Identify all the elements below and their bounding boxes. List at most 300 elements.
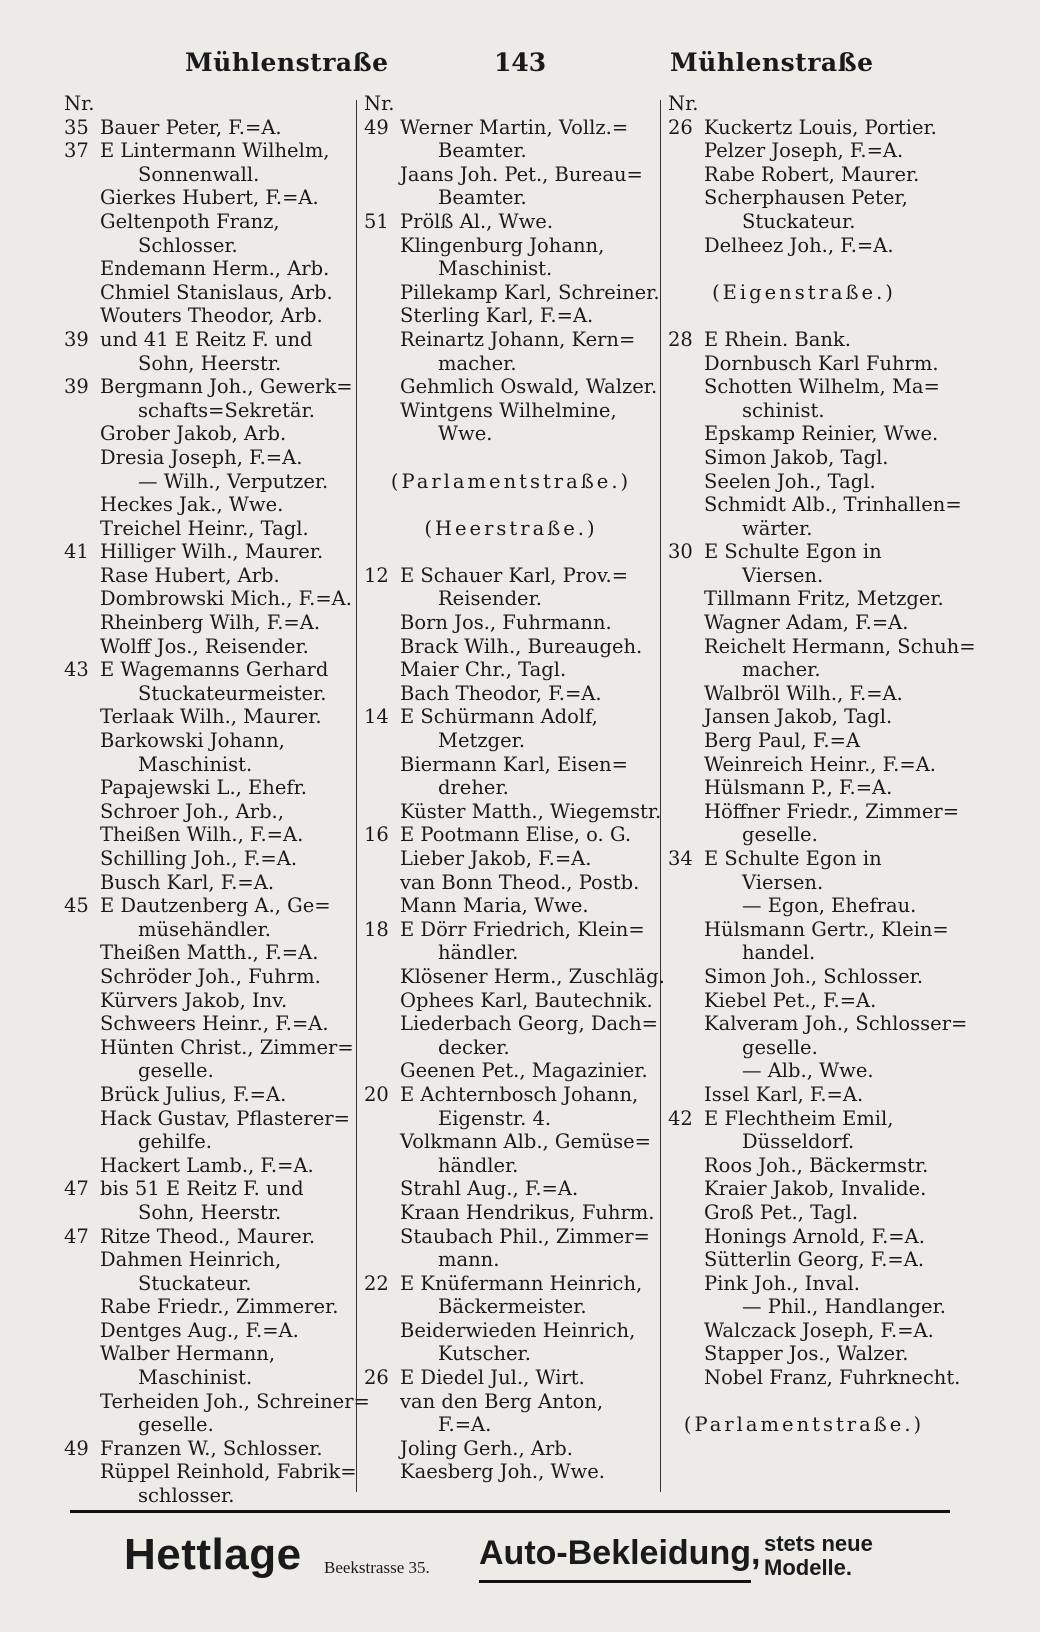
directory-entry [64, 658, 354, 682]
directory-entry [668, 1225, 940, 1249]
entry-text: Barkowski Johann, [100, 729, 285, 753]
directory-entry [64, 682, 354, 706]
entry-text: Bauer Peter, F.=A. [100, 115, 282, 139]
entry-text: Jaans Joh. Pet., Bureau= [400, 162, 643, 186]
directory-entry [364, 658, 658, 682]
directory-entry [364, 1390, 658, 1414]
directory-entry [668, 823, 940, 847]
entry-text: Gehmlich Oswald, Walzer. [400, 375, 658, 399]
street-section-heading [668, 1413, 940, 1437]
entry-text: Stapper Jos., Walzer. [704, 1342, 909, 1366]
directory-entry [64, 163, 354, 187]
directory-entry [64, 210, 354, 234]
directory-entry [364, 682, 658, 706]
directory-entry [64, 918, 354, 942]
directory-entry [64, 1130, 354, 1154]
entry-text: müsehändler. [138, 917, 271, 941]
entry-text: Sonnenwall. [138, 162, 260, 186]
entry-text: Hackert Lamb., F.=A. [100, 1153, 314, 1177]
directory-entry [668, 422, 940, 446]
house-number: 20 [364, 1082, 389, 1106]
entry-text: Busch Karl, F.=A. [100, 870, 275, 894]
directory-entry [668, 658, 940, 682]
directory-entry [64, 1366, 354, 1390]
directory-entry [64, 705, 354, 729]
directory-entry [64, 1107, 354, 1131]
directory-entry [64, 1225, 354, 1249]
ad-tagline-1: stets neue [764, 1531, 873, 1556]
entry-text: geselle. [742, 1035, 818, 1059]
entry-text: E Schauer Karl, Prov.= [400, 563, 629, 587]
directory-entry [668, 965, 940, 989]
directory-entry [364, 918, 658, 942]
directory-entry [64, 847, 354, 871]
house-number: 47 [64, 1177, 89, 1201]
directory-entry [364, 257, 658, 281]
directory-entry [668, 446, 940, 470]
entry-text: Endemann Herm., Arb. [100, 257, 330, 281]
entry-text: Maschinist. [138, 752, 253, 776]
directory-entry [364, 776, 658, 800]
entry-text: Reisender. [438, 587, 542, 611]
entry-text: händler. [438, 941, 519, 965]
street-section-heading [364, 470, 658, 494]
directory-entry [364, 847, 658, 871]
directory-entry [64, 1154, 354, 1178]
directory-entry [668, 705, 940, 729]
directory-entry [64, 328, 354, 352]
entry-text: E Flechtheim Emil, [704, 1106, 894, 1130]
spacer [668, 257, 940, 281]
entry-text: E Rhein. Bank. [704, 327, 851, 351]
directory-entry [64, 871, 354, 895]
directory-entry [64, 1389, 370, 1414]
entry-text: E Knüfermann Heinrich, [400, 1271, 643, 1295]
directory-entry [64, 1460, 357, 1484]
entry-text: geselle. [138, 1413, 214, 1437]
footer-rule [70, 1510, 950, 1513]
ad-tagline-2: Modelle. [764, 1555, 853, 1580]
ad-address: Beekstrasse 35. [324, 1558, 430, 1577]
directory-entry [364, 1154, 658, 1178]
directory-entry [364, 1342, 658, 1366]
spacer [364, 540, 658, 564]
entry-text: Liederbach Georg, Dach= [400, 1012, 658, 1036]
house-number: 43 [64, 658, 89, 682]
directory-entry [64, 1083, 354, 1107]
advertisement [124, 1522, 954, 1602]
directory-entry [64, 92, 354, 116]
directory-entry [668, 470, 940, 494]
directory-entry [668, 399, 940, 423]
entry-text: Hülsmann P., F.=A. [704, 776, 893, 800]
entry-text: Kuckertz Louis, Portier. [704, 115, 937, 139]
directory-entry [668, 989, 940, 1013]
entry-text: Wwe. [438, 422, 493, 446]
directory-entry [668, 634, 976, 659]
entry-text: Kraan Hendrikus, Fuhrm. [400, 1200, 655, 1224]
house-number: 22 [364, 1271, 389, 1295]
directory-entry [364, 989, 658, 1013]
directory-entry [668, 1177, 940, 1201]
entry-text: Roos Joh., Bäckermstr. [704, 1153, 929, 1177]
entry-text: geselle. [138, 1059, 214, 1083]
spacer [668, 1390, 940, 1414]
directory-entry [668, 1366, 961, 1390]
entry-text: Terlaak Wilh., Maurer. [100, 705, 322, 729]
entry-text: Grober Jakob, Arb. [100, 422, 287, 446]
directory-entry [64, 1059, 354, 1083]
house-number: 26 [668, 115, 693, 139]
entry-text: Staubach Phil., Zimmer= [400, 1224, 650, 1248]
entry-text: Viersen. [742, 870, 824, 894]
house-number: 28 [668, 327, 693, 351]
entry-text: Wagner Adam, F.=A. [704, 611, 909, 635]
directory-entry [64, 446, 354, 470]
entry-text: macher. [438, 351, 517, 375]
entry-text: Epskamp Reinier, Wwe. [704, 422, 939, 446]
entry-text: E Achternbosch Johann, [400, 1082, 639, 1106]
house-number: 26 [364, 1366, 389, 1390]
directory-entry [364, 587, 658, 611]
entry-text: Delheez Joh., F.=A. [704, 233, 894, 257]
ad-tagline [764, 1532, 873, 1580]
entry-text: Simon Joh., Schlosser. [704, 964, 924, 988]
entry-text: Werner Martin, Vollz.= [400, 115, 629, 139]
directory-entry [668, 847, 940, 871]
directory-entry [64, 635, 354, 659]
directory-entry [364, 328, 658, 352]
directory-entry [64, 281, 354, 305]
directory-entry [64, 1342, 354, 1366]
entry-text: Mann Maria, Wwe. [400, 894, 589, 918]
house-number: Nr. [364, 92, 395, 115]
entry-text: Kaesberg Joh., Wwe. [400, 1460, 605, 1484]
entry-text: Schröder Joh., Fuhrm. [100, 964, 321, 988]
entry-text: Beamter. [438, 139, 527, 163]
entry-text: Chmiel Stanislaus, Arb. [100, 280, 333, 304]
street-section-heading [668, 281, 940, 305]
directory-entry [64, 1177, 354, 1201]
directory-entry [64, 116, 354, 140]
house-number: 14 [364, 705, 389, 729]
directory-entry [364, 564, 658, 588]
house-number: 16 [364, 823, 389, 847]
directory-entry [364, 352, 658, 376]
entry-text: Walber Hermann, [100, 1342, 276, 1366]
entry-text: händler. [438, 1153, 519, 1177]
directory-entry [668, 1272, 940, 1296]
entry-text: E Schürmann Adolf, [400, 705, 598, 729]
entry-text: Sohn, Heerstr. [138, 351, 282, 375]
entry-text: bis 51 E Reitz F. und [100, 1177, 304, 1201]
entry-text: Theißen Wilh., F.=A. [100, 823, 304, 847]
column-divider [356, 100, 357, 1492]
entry-text: Franzen W., Schlosser. [100, 1436, 323, 1460]
directory-entry [668, 163, 940, 187]
directory-entry [364, 139, 658, 163]
entry-text: Dentges Aug., F.=A. [100, 1318, 299, 1342]
directory-entry [364, 1460, 658, 1484]
directory-entry [668, 1342, 940, 1366]
entry-text: E Schulte Egon in [704, 847, 882, 870]
entry-text: Geenen Pet., Magazinier. [400, 1059, 648, 1083]
entry-text: Papajewski L., Ehefr. [100, 776, 307, 800]
directory-entry [364, 871, 658, 895]
entry-text: Hülsmann Gertr., Klein= [704, 917, 949, 941]
entry-text: Wintgens Wilhelmine, [400, 398, 617, 422]
entry-text: Dresia Joseph, F.=A. [100, 445, 303, 469]
entry-text: Rheinberg Wilh, F.=A. [100, 611, 321, 635]
entry-text: Issel Karl, F.=A. [704, 1082, 864, 1106]
entry-text: Tillmann Fritz, Metzger. [704, 587, 944, 611]
directory-entry [64, 257, 354, 281]
entry-text: geselle. [742, 823, 818, 847]
page-header [0, 48, 1040, 88]
directory-entry [64, 587, 354, 611]
directory-entry [364, 234, 658, 258]
directory-entry [364, 729, 658, 753]
entry-text: Maschinist. [438, 257, 553, 281]
entry-text: Maier Chr., Tagl. [400, 658, 567, 682]
directory-entry [64, 776, 354, 800]
directory-entry [364, 304, 658, 328]
header-street-left: Mühlenstraße [185, 48, 389, 77]
directory-entry [364, 116, 658, 140]
directory-entry [668, 1248, 940, 1272]
entry-text: Simon Jakob, Tagl. [704, 445, 889, 469]
section-label: (Eigenstraße.) [712, 280, 896, 304]
entry-text: Brück Julius, F.=A. [100, 1082, 287, 1106]
directory-entry [364, 375, 658, 399]
entry-text: Viersen. [742, 563, 824, 587]
directory-entry [364, 163, 658, 187]
directory-entry [668, 1059, 940, 1083]
directory-entry [668, 493, 962, 517]
directory-entry [364, 1107, 658, 1131]
entry-text: Hack Gustav, Pflasterer= [100, 1106, 350, 1130]
entry-text: Lieber Jakob, F.=A. [400, 847, 592, 870]
entry-text: Volkmann Alb., Gemüse= [400, 1130, 651, 1154]
directory-entry [668, 139, 940, 163]
entry-text: Hünten Christ., Zimmer= [100, 1035, 354, 1059]
directory-entry [64, 1036, 354, 1060]
directory-entry [64, 1319, 354, 1343]
entry-text: Dahmen Heinrich, [100, 1248, 282, 1272]
entry-text: van Bonn Theod., Postb. [400, 870, 640, 894]
directory-entry [364, 399, 658, 423]
entry-text: Dombrowski Mich., F.=A. [100, 587, 352, 611]
house-number: 34 [668, 847, 693, 870]
entry-text: macher. [742, 658, 821, 682]
entry-text: Reinartz Johann, Kern= [400, 327, 636, 351]
directory-entry [64, 1012, 354, 1036]
directory-entry [64, 139, 354, 163]
entry-text: Joling Gerh., Arb. [400, 1436, 573, 1460]
directory-entry [668, 92, 940, 116]
directory-entry [364, 753, 658, 777]
entry-text: schafts=Sekretär. [138, 398, 315, 422]
entry-text: E Dörr Friedrich, Klein= [400, 917, 645, 941]
ad-brand: Hettlage [124, 1530, 302, 1579]
entry-text: Kutscher. [438, 1342, 531, 1366]
directory-entry [64, 1272, 354, 1296]
house-number: 30 [668, 540, 693, 564]
directory-entry [364, 941, 658, 965]
directory-entry [364, 1248, 658, 1272]
entry-text: Pink Joh., Inval. [704, 1271, 860, 1295]
house-number: 41 [64, 540, 89, 564]
house-number: Nr. [668, 92, 699, 115]
directory-entry [364, 1201, 658, 1225]
directory-entry [668, 564, 940, 588]
entry-text: Walbröl Wilh., F.=A. [704, 681, 903, 705]
directory-entry [668, 729, 940, 753]
directory-entry [364, 799, 662, 824]
directory-entry [668, 1295, 946, 1319]
entry-text: Wouters Theodor, Arb. [100, 304, 323, 328]
entry-text: E Pootmann Elise, o. G. [400, 823, 632, 847]
directory-entry [668, 871, 940, 895]
entry-text: Beamter. [438, 186, 527, 210]
entry-text: Schweers Heinr., F.=A. [100, 1012, 329, 1036]
page-number: 143 [494, 48, 547, 77]
street-section-heading [364, 517, 658, 541]
directory-entry [64, 304, 354, 328]
directory-entry [64, 517, 354, 541]
directory-entry [64, 234, 354, 258]
entry-text: Rabe Robert, Maurer. [704, 162, 920, 186]
entry-text: Pelzer Joseph, F.=A. [704, 139, 904, 163]
directory-entry [668, 682, 940, 706]
directory-entry [364, 705, 658, 729]
directory-entry [668, 1107, 940, 1131]
entry-text: Strahl Aug., F.=A. [400, 1177, 579, 1201]
section-label: (Heerstraße.) [424, 516, 598, 540]
directory-entry [64, 564, 354, 588]
entry-text: Sütterlin Georg, F.=A. [704, 1248, 925, 1272]
entry-text: Kalveram Joh., Schlosser= [704, 1012, 968, 1036]
directory-entry [364, 1012, 658, 1036]
entry-text: dreher. [438, 776, 509, 800]
directory-entry [668, 328, 940, 352]
entry-text: Ritze Theod., Maurer. [100, 1224, 316, 1248]
house-number: Nr. [64, 92, 95, 115]
directory-entry [364, 92, 658, 116]
entry-text: mann. [438, 1248, 500, 1272]
directory-entry [64, 1437, 354, 1461]
directory-entry [364, 1130, 658, 1154]
directory-entry [668, 941, 940, 965]
directory-entry [64, 493, 354, 517]
entry-text: Klingenburg Johann, [400, 233, 605, 257]
directory-entry [668, 1036, 940, 1060]
directory-entry [668, 1083, 940, 1107]
entry-text: Bach Theodor, F.=A. [400, 681, 602, 705]
entry-text: Reichelt Hermann, Schuh= [704, 634, 976, 658]
entry-text: Born Jos., Fuhrmann. [400, 611, 612, 635]
entry-text: Sterling Karl, F.=A. [400, 304, 594, 328]
house-number: 35 [64, 115, 89, 139]
directory-entry [64, 611, 354, 635]
entry-text: Honings Arnold, F.=A. [704, 1224, 925, 1248]
directory-entry [64, 965, 354, 989]
directory-entry [668, 1130, 940, 1154]
entry-text: Düsseldorf. [742, 1130, 855, 1154]
entry-text: Gierkes Hubert, F.=A. [100, 186, 319, 210]
entry-text: Stuckateur. [742, 209, 856, 233]
house-number: 18 [364, 917, 389, 941]
directory-entry [668, 1319, 940, 1343]
spacer [364, 446, 658, 470]
entry-text: schinist. [742, 398, 825, 422]
entry-text: Treichel Heinr., Tagl. [100, 516, 309, 540]
directory-entry [64, 540, 354, 564]
directory-entry [364, 1295, 658, 1319]
directory-entry [64, 186, 354, 210]
section-label: (Parlamentstraße.) [683, 1413, 925, 1437]
directory-entry [668, 776, 940, 800]
entry-text: Wolff Jos., Reisender. [100, 634, 309, 658]
entry-text: Brack Wilh., Bureaugeh. [400, 634, 643, 658]
directory-entry [668, 753, 940, 777]
directory-entry [668, 234, 940, 258]
entry-text: Heckes Jak., Wwe. [100, 493, 284, 517]
directory-entry [364, 1437, 658, 1461]
column-divider [660, 100, 661, 1492]
entry-text: Seelen Joh., Tagl. [704, 469, 876, 493]
directory-entry [64, 1248, 354, 1272]
entry-text: Schlosser. [138, 233, 238, 257]
entry-text: Nobel Franz, Fuhrknecht. [704, 1366, 961, 1390]
house-number: 51 [364, 209, 389, 233]
entry-text: Schotten Wilhelm, Ma= [704, 375, 940, 399]
directory-entry [364, 964, 665, 989]
header-street-right: Mühlenstraße [670, 48, 874, 77]
entry-text: Schilling Joh., F.=A. [100, 847, 298, 870]
house-number: 39 [64, 327, 89, 351]
directory-entry [64, 729, 354, 753]
directory-entry [364, 1036, 658, 1060]
directory-entry [364, 210, 658, 234]
directory-entry [64, 823, 354, 847]
entry-text: Terheiden Joh., Schreiner= [100, 1389, 370, 1413]
entry-text: Jansen Jakob, Tagl. [704, 705, 893, 729]
house-number: 37 [64, 139, 89, 163]
entry-text: Schmidt Alb., Trinhallen= [704, 493, 962, 517]
entry-text: Ophees Karl, Bautechnik. [400, 988, 653, 1012]
entry-text: gehilfe. [138, 1130, 213, 1154]
entry-text: Dornbusch Karl Fuhrm. [704, 351, 939, 375]
entry-text: Bäckermeister. [438, 1295, 587, 1319]
directory-entry [64, 753, 354, 777]
entry-text: Metzger. [438, 729, 526, 753]
entry-text: E Dautzenberg A., Ge= [100, 894, 331, 918]
column-3 [668, 92, 976, 1437]
entry-text: Stuckateur. [138, 1271, 252, 1295]
directory-entry [668, 540, 940, 564]
house-number: 45 [64, 894, 89, 918]
directory-entry [668, 352, 940, 376]
directory-entry [364, 1225, 658, 1249]
ad-underline [479, 1580, 751, 1583]
entry-text: Kiebel Pet., F.=A. [704, 988, 877, 1012]
entry-text: Hilliger Wilh., Maurer. [100, 540, 324, 564]
directory-entry [668, 1201, 940, 1225]
directory-entry [364, 281, 658, 305]
directory-entry [64, 1201, 354, 1225]
spacer [668, 304, 940, 328]
